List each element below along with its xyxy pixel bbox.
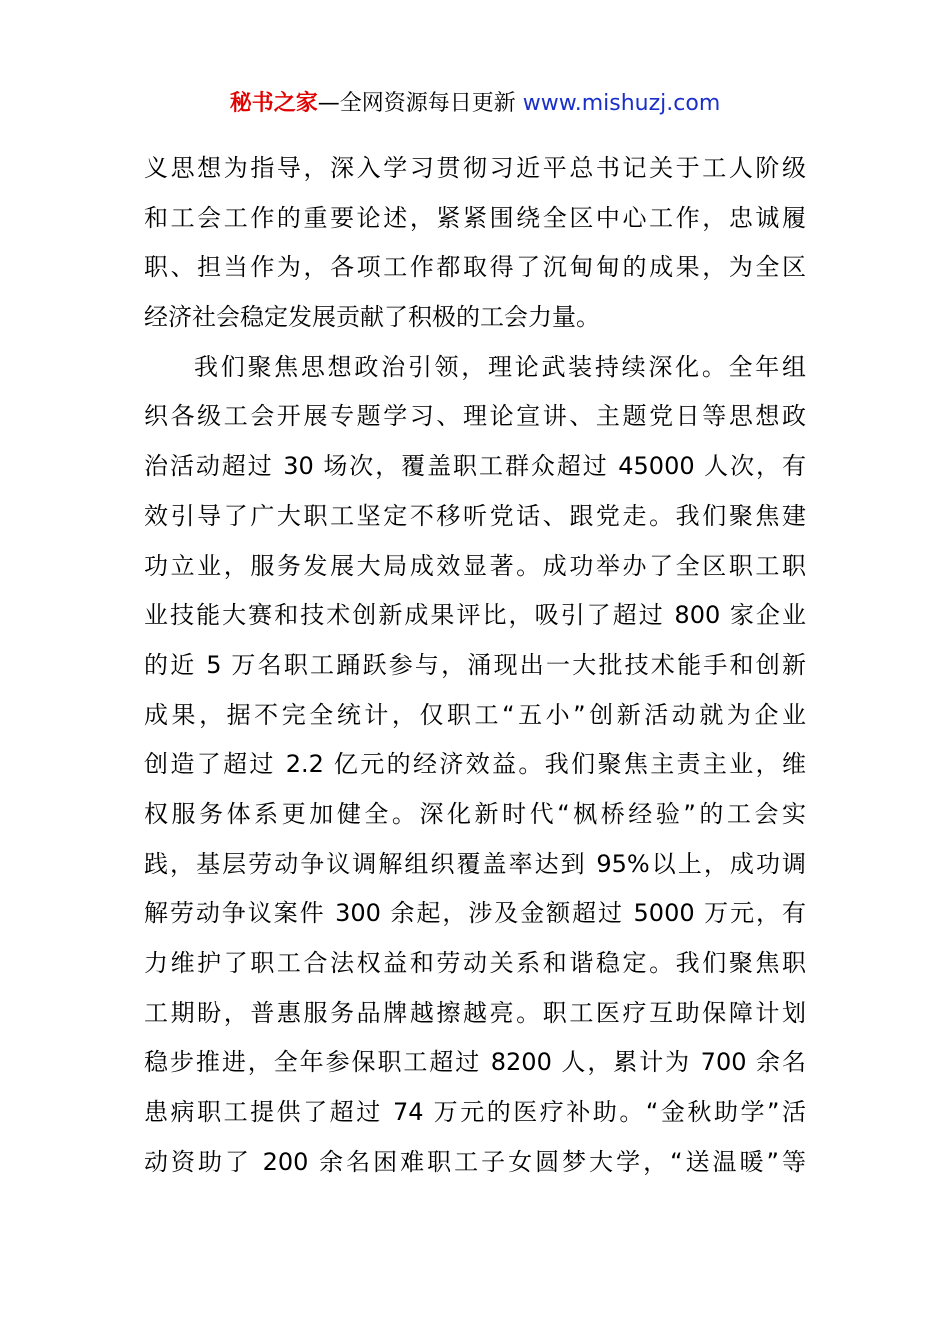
text-line: 创造了超过 2.2 亿元的经济效益。我们聚焦主责主业，维 [144,750,806,779]
brand-name: 秘书之家 [229,91,318,116]
text-line: 践，基层劳动争议调解组织覆盖率达到 95%以上，成功调 [144,849,806,878]
text-line: 我们聚焦思想政治引领，理论武装持续深化。全年组 [194,352,806,381]
text-line: 患病职工提供了超过 74 万元的医疗补助。“金秋助学”活 [144,1098,806,1127]
site-header [0,86,950,122]
text-line: 力维护了职工合法权益和劳动关系和谐稳定。我们聚焦职 [144,949,806,977]
text-line: 稳步推进，全年参保职工超过 8200 人，累计为 700 余名 [144,1048,806,1077]
text-line: 动资助了 200 余名困难职工子女圆梦大学，“送温暖”等 [144,1147,806,1176]
header-tagline: —全网资源每日更新 [317,91,516,116]
text-line: 功立业，服务发展大局成效显著。成功举办了全区职工职 [144,551,806,580]
text-line: 职、担当作为，各项工作都取得了沉甸甸的成果，为全区 [144,253,806,282]
document-body [144,144,806,1187]
text-line: 权服务体系更加健全。深化新时代“枫桥经验”的工会实 [144,799,806,828]
text-line: 业技能大赛和技术创新成果评比，吸引了超过 800 家企业 [144,601,806,630]
text-line: 经济社会稳定发展贡献了积极的工会力量。 [144,303,600,332]
text-line: 义思想为指导，深入学习贯彻习近平总书记关于工人阶级 [144,154,806,182]
text-line: 的近 5 万名职工踊跃参与，涌现出一大批技术能手和创新 [144,650,806,679]
text-line: 成果，据不完全统计，仅职工“五小”创新活动就为企业 [144,700,806,729]
text-line: 工期盼，普惠服务品牌越擦越亮。职工医疗互助保障计划 [144,998,806,1027]
text-line: 解劳动争议案件 300 余起，涉及金额超过 5000 万元，有 [144,899,806,928]
site-url-link[interactable]: www.mishuzj.com [522,91,721,116]
text-line: 和工会工作的重要论述，紧紧围绕全区中心工作，忠诚履 [144,203,806,232]
text-line: 织各级工会开展专题学习、理论宣讲、主题党日等思想政 [144,402,806,431]
text-line: 治活动超过 30 场次，覆盖职工群众超过 45000 人次，有 [144,452,806,481]
text-line: 效引导了广大职工坚定不移听党话、跟党走。我们聚焦建 [144,501,806,530]
